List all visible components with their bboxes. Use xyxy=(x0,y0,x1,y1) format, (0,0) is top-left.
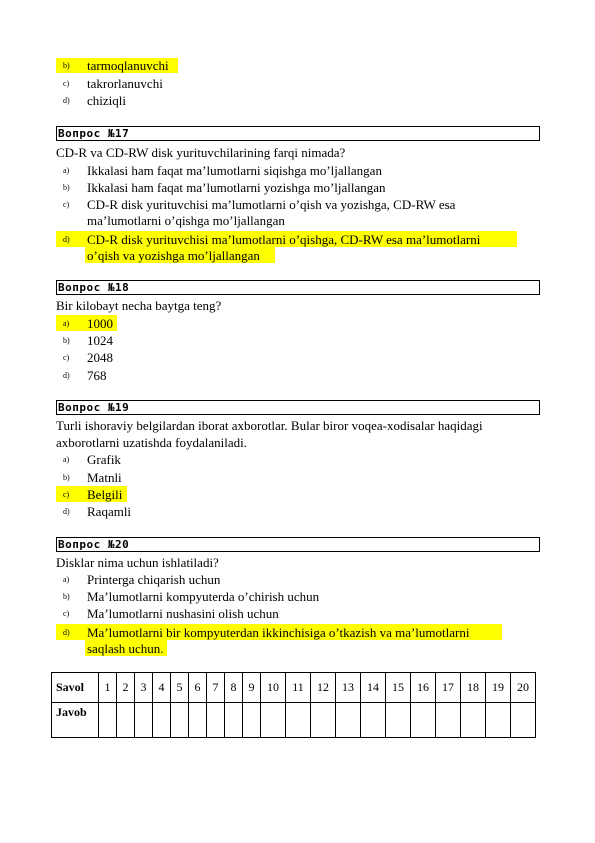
option-marker: d) xyxy=(63,96,70,105)
option-text: CD-R disk yurituvchisi ma’lumotlarni o’qishga, CD-RW esa ma’lumotlarni xyxy=(87,232,481,247)
option-text: chiziqli xyxy=(87,93,126,108)
answer-cell[interactable] xyxy=(207,703,225,738)
answer-cell[interactable] xyxy=(511,703,536,738)
question-number-cell: 13 xyxy=(336,673,361,703)
question-text-17: CD-R va CD-RW disk yurituvchilarining farqi nimada? xyxy=(56,145,346,160)
question-number-cell: 4 xyxy=(153,673,171,703)
option-text: Ikkalasi ham faqat ma’lumotlarni yozishga mo’ljallangan xyxy=(87,180,386,195)
option-marker: c) xyxy=(63,353,70,362)
answer-cell[interactable] xyxy=(386,703,411,738)
answer-cell[interactable] xyxy=(361,703,386,738)
answer-cell[interactable] xyxy=(189,703,207,738)
option-text: Ma’lumotlarni kompyuterda o’chirish uchun xyxy=(87,589,320,604)
answer-cell[interactable] xyxy=(225,703,243,738)
option-marker: d) xyxy=(63,235,70,244)
question-number-cell: 3 xyxy=(135,673,153,703)
option-text: Ma’lumotlarni bir kompyuterdan ikkinchisiga o’tkazish va ma’lumotlarni xyxy=(87,625,470,640)
question-number-cell: 8 xyxy=(225,673,243,703)
option-marker: b) xyxy=(63,61,70,70)
question-header-18: Вопрос №18 xyxy=(56,280,540,295)
option-marker: a) xyxy=(63,166,70,175)
option-text-continued: saqlash uchun. xyxy=(87,641,164,656)
question-number-cell: 17 xyxy=(436,673,461,703)
option-text: 768 xyxy=(87,368,107,383)
option-text: Raqamli xyxy=(87,504,132,519)
option-text-continued: ma’lumotlarni o’qishga mo’ljallangan xyxy=(87,213,285,228)
question-number-cell: 14 xyxy=(361,673,386,703)
question-text-19: Turli ishoraviy belgilardan iborat axborotlar. Bular biror voqea-xodisalar haqidagi xyxy=(56,418,483,433)
option-marker: b) xyxy=(63,183,70,192)
option-text: tarmoqlanuvchi xyxy=(87,58,169,73)
question-number-cell: 16 xyxy=(411,673,436,703)
option-text: 2048 xyxy=(87,350,113,365)
option-marker: a) xyxy=(63,455,70,464)
option-marker: d) xyxy=(63,371,70,380)
question-text-19-cont: axborotlarni uzatishda foydalaniladi. xyxy=(56,435,247,450)
row-label-javob: Javob xyxy=(52,703,99,738)
option-marker: a) xyxy=(63,319,70,328)
question-header-17: Вопрос №17 xyxy=(56,126,540,141)
option-text: Ma’lumotlarni nushasini olish uchun xyxy=(87,606,279,621)
question-number-cell: 1 xyxy=(99,673,117,703)
option-text: takrorlanuvchi xyxy=(87,76,163,91)
answer-cell[interactable] xyxy=(311,703,336,738)
option-text: Grafik xyxy=(87,452,121,467)
answer-cell[interactable] xyxy=(286,703,311,738)
question-number-cell: 20 xyxy=(511,673,536,703)
question-number-cell: 9 xyxy=(243,673,261,703)
answer-cell[interactable] xyxy=(99,703,117,738)
answer-cell[interactable] xyxy=(436,703,461,738)
question-header-20: Вопрос №20 xyxy=(56,537,540,552)
question-number-cell: 6 xyxy=(189,673,207,703)
option-marker: b) xyxy=(63,336,70,345)
answer-cell[interactable] xyxy=(135,703,153,738)
question-number-cell: 18 xyxy=(461,673,486,703)
row-label-savol: Savol xyxy=(52,673,99,703)
option-text: CD-R disk yurituvchisi ma’lumotlarni o’qish va yozishga, CD-RW esa xyxy=(87,197,456,212)
question-number-cell: 7 xyxy=(207,673,225,703)
option-text: Printerga chiqarish uchun xyxy=(87,572,221,587)
question-number-cell: 11 xyxy=(286,673,311,703)
question-number-cell: 15 xyxy=(386,673,411,703)
option-marker: d) xyxy=(63,628,70,637)
answer-cell[interactable] xyxy=(243,703,261,738)
question-number-cell: 19 xyxy=(486,673,511,703)
option-marker: c) xyxy=(63,79,70,88)
answer-cell[interactable] xyxy=(411,703,436,738)
question-header-19: Вопрос №19 xyxy=(56,400,540,415)
answer-cell[interactable] xyxy=(486,703,511,738)
answer-table-row-savol xyxy=(52,673,536,703)
option-marker: c) xyxy=(63,609,70,618)
option-marker: b) xyxy=(63,592,70,601)
answer-cell[interactable] xyxy=(261,703,286,738)
answer-table-row-javob xyxy=(52,703,536,738)
option-marker: c) xyxy=(63,490,70,499)
option-marker: c) xyxy=(63,200,70,209)
option-text-continued: o’qish va yozishga mo’ljallangan xyxy=(87,248,260,263)
answer-cell[interactable] xyxy=(117,703,135,738)
option-text: 1000 xyxy=(87,316,113,331)
option-marker: d) xyxy=(63,507,70,516)
option-text: 1024 xyxy=(87,333,113,348)
question-text-18: Bir kilobayt necha baytga teng? xyxy=(56,298,222,313)
answer-cell[interactable] xyxy=(336,703,361,738)
question-number-cell: 5 xyxy=(171,673,189,703)
option-marker: a) xyxy=(63,575,70,584)
question-number-cell: 10 xyxy=(261,673,286,703)
option-text: Ikkalasi ham faqat ma’lumotlarni siqishga mo’ljallangan xyxy=(87,163,382,178)
option-text: Matnli xyxy=(87,470,122,485)
option-text: Belgili xyxy=(87,487,123,502)
question-number-cell: 2 xyxy=(117,673,135,703)
answer-cell[interactable] xyxy=(153,703,171,738)
answer-cell[interactable] xyxy=(461,703,486,738)
question-text-20: Disklar nima uchun ishlatiladi? xyxy=(56,555,219,570)
answer-cell[interactable] xyxy=(171,703,189,738)
question-number-cell: 12 xyxy=(311,673,336,703)
option-marker: b) xyxy=(63,473,70,482)
answer-table xyxy=(51,672,536,738)
